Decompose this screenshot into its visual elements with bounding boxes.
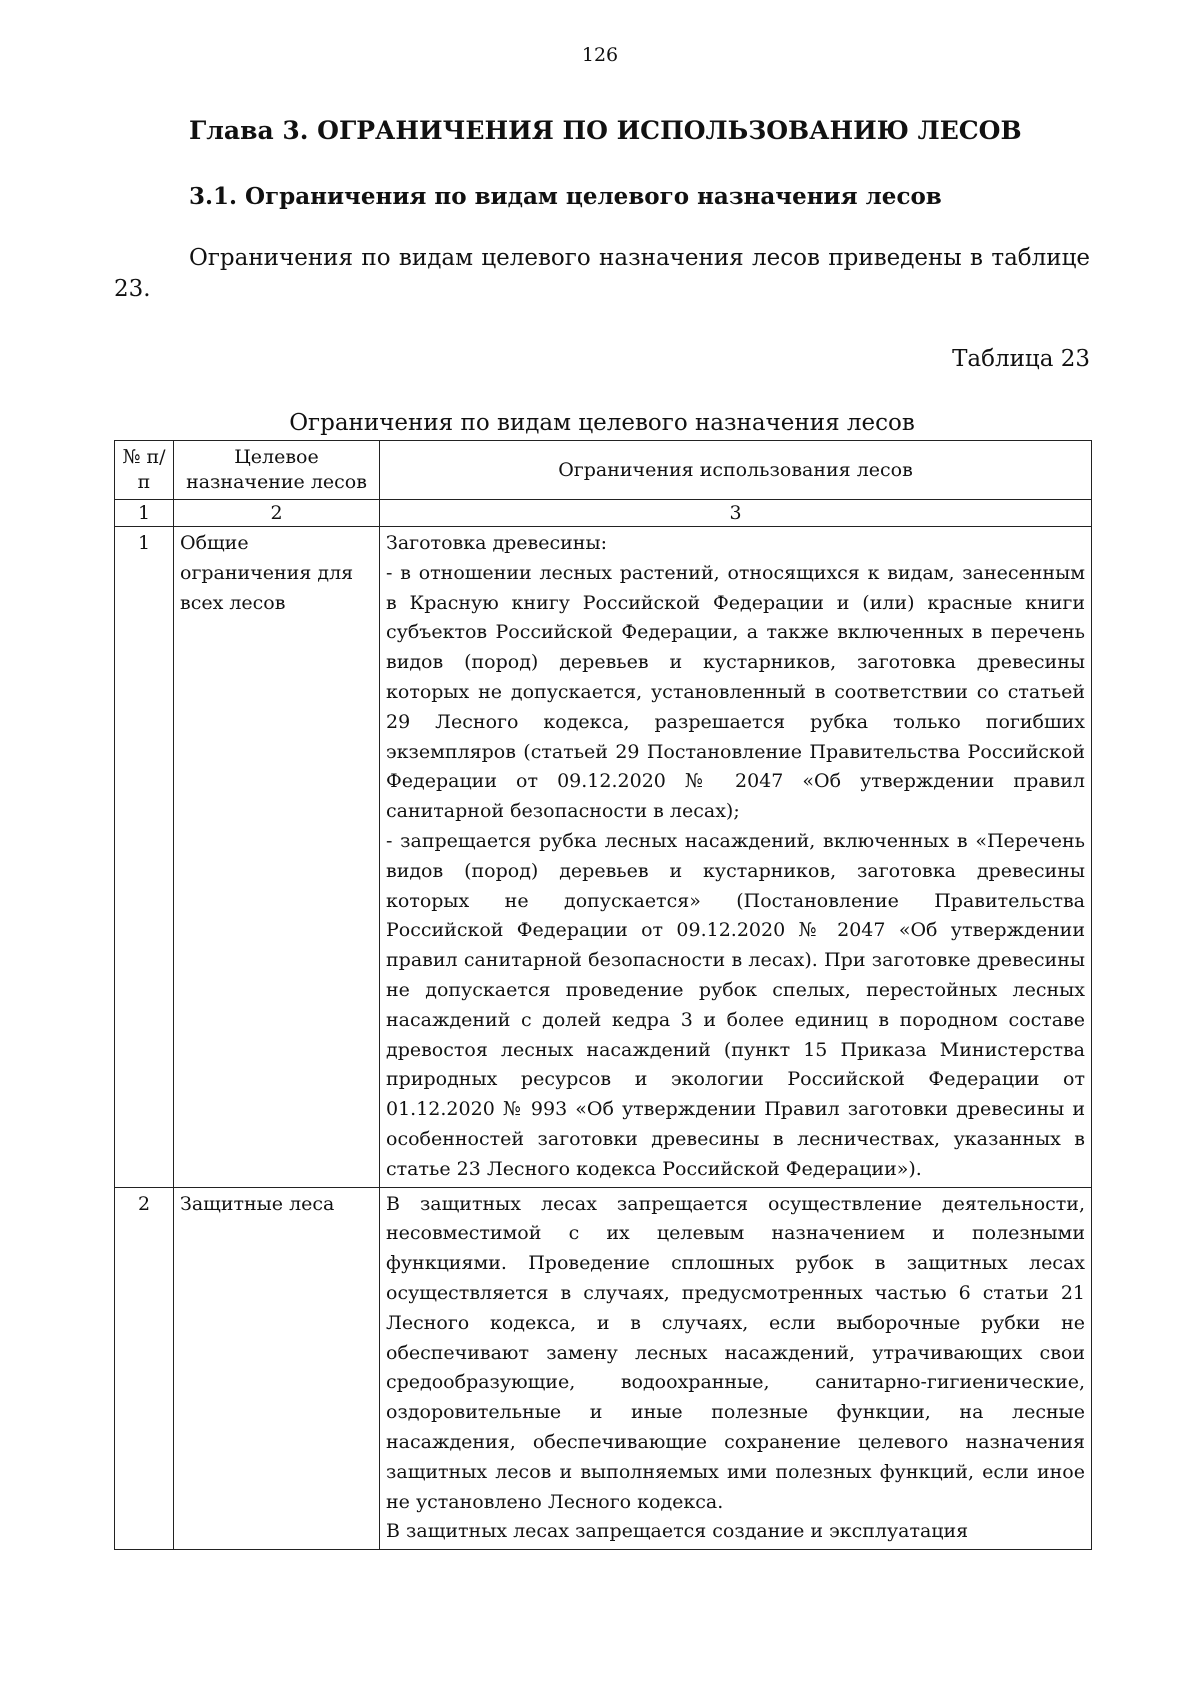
table-row (115, 1187, 1092, 1550)
column-number-row (115, 500, 1092, 527)
chapter-title: Глава 3. ОГРАНИЧЕНИЯ ПО ИСПОЛЬЗОВАНИЮ ЛЕСОВ (189, 116, 1022, 145)
table-caption: Ограничения по видам целевого назначения лесов (289, 410, 915, 436)
column-number-2: 2 (174, 500, 380, 527)
column-number-1: 1 (115, 500, 174, 527)
limits-paragraph: В защитных лесах запрещается осуществление деятельности, несовместимой с их целевым назначением и полезными функциями. Проведение сплошных рубок в защитных лесах осуществляется в случаях, предусмотренных частью 6 статьи 21 Лесного кодекса, и в случаях, если выборочные рубки не обеспечивают замену лесных насаждений, утрачивающих свои средообразующие, водоохранные, санитарно-гигиенические, оздоровительные и иные полезные функции, на лесные насаждения, обеспечивающие сохранение целевого назначения защитных лесов и выполняемых ими полезных функций, если иное не установлено Лесного кодекса. (386, 1192, 1085, 1513)
intro-paragraph: Ограничения по видам целевого назначения лесов приведены в таблице 23. (114, 245, 1090, 302)
header-num: № п/п (115, 441, 174, 500)
limits-paragraph: - запрещается рубка лесных насаждений, включенных в «Перечень видов (пород) деревьев и кустарников, заготовка древесины которых не допускается» (Постановление Правительства Российской Федерации от 09.12.2020 № 2047 «Об утверждении правил санитарной безопасности в лесах). При заготовке древесины не допускается проведение рубок спелых, перестойных лесных насаждений с долей кедра 3 и более единиц в породном составе древостоя лесных насаждений (пункт 15 Приказа Министерства природных ресурсов и экологии Российской Федерации от 01.12.2020 № 993 «Об утверждении Правил заготовки древесины и особенностей заготовки древесины в лесничествах, указанных в статье 23 Лесного кодекса Российской Федерации»). (386, 829, 1085, 1180)
row-purpose: Защитные леса (174, 1187, 380, 1550)
limits-paragraph: - в отношении лесных растений, относящихся к видам, занесенным в Красную книгу Российской Федерации и (или) красные книги субъектов Российской Федерации, а также включенных в перечень видов (пород) деревьев и кустарников, заготовка древесины которых не допускается, установленный в соответствии со статьей 29 Лесного кодекса, разрешается рубка только погибших экземпляров (статьей 29 Постановление Правительства Российской Федерации от 09.12.2020 № 2047 «Об утверждении правил санитарной безопасности в лесах); (386, 561, 1085, 823)
row-limits (380, 527, 1092, 1188)
header-limits: Ограничения использования лесов (380, 441, 1092, 500)
table-header-row (115, 441, 1092, 500)
row-limits (380, 1187, 1092, 1550)
limits-paragraph: В защитных лесах запрещается создание и эксплуатация (386, 1520, 969, 1543)
page-number: 126 (581, 44, 619, 66)
row-number: 1 (115, 527, 174, 1188)
section-title: 3.1. Ограничения по видам целевого назначения лесов (189, 183, 942, 210)
column-number-3: 3 (380, 500, 1092, 527)
header-purpose: Целевое назначение лесов (174, 441, 380, 500)
limits-table (114, 440, 1092, 1550)
table-label: Таблица 23 (952, 346, 1090, 372)
limits-paragraph: Заготовка древесины: (386, 532, 607, 554)
row-number: 2 (115, 1187, 174, 1550)
row-purpose: Общие ограничения для всех лесов (174, 527, 380, 1188)
table-row (115, 527, 1092, 1188)
